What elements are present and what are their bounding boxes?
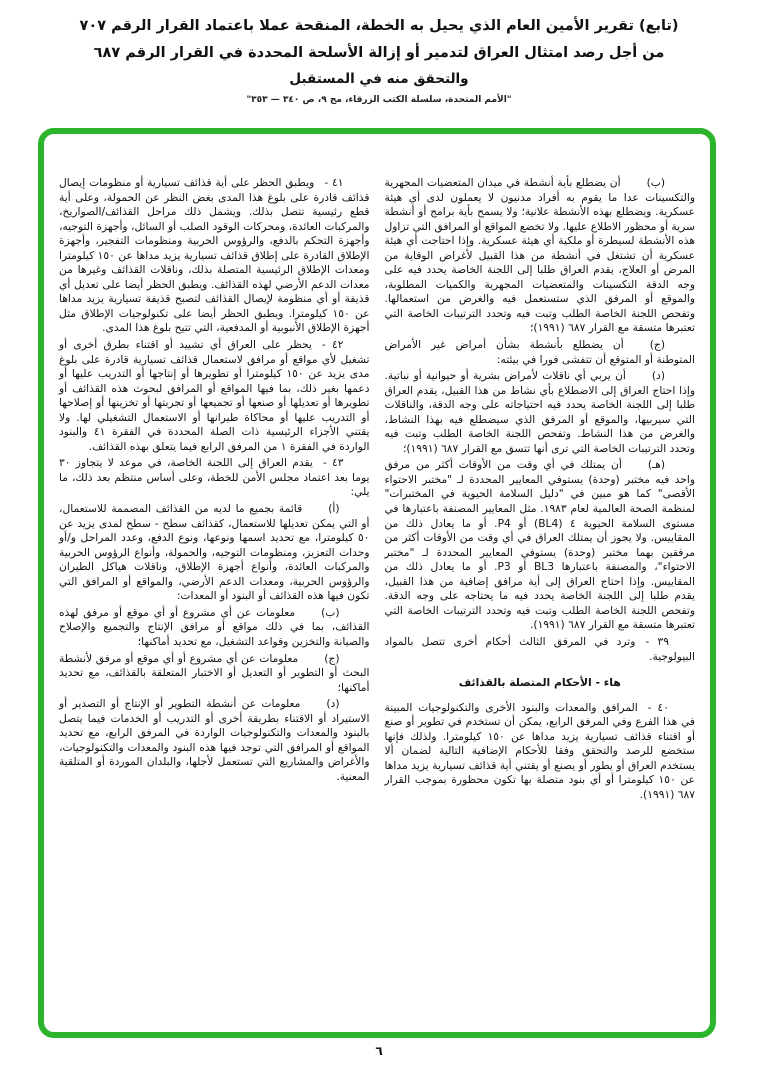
paragraph-label: ٤٣ - [322, 456, 344, 470]
lettered-subparagraph [385, 458, 696, 633]
lettered-subparagraph [59, 606, 370, 650]
paragraph-text: وترد في المرفق الثالث أحكام أخرى تتصل بالمواد البيولوجية. [384, 634, 695, 663]
paragraph-label: (ب) [646, 176, 665, 189]
paragraph-text: أن يضطلع بأية أنشطة في ميدان المتعضيات المجهرية والتكسينات عدا ما يقوم به أفراد مدنيون لا يعملون لدى أي هيئة عسكرية. ويضطلع بهذه الأنشطة علانية؛ ولا يسمح بأية برامج أو أنشطة سرية أو محظور الاطلاع عليها. ولا تخضع المواقع أو المرافق التي تزاول هذه الأنشطة لسيطرة أو ملكية أي هيئة عسكرية. وإذا احتاجت أي هيئة عسكرية أن تشتغل في أنشطة من هذا القبيل لأغراض الوقاية من المرض أو العلاج، يقدم العراق طلبا إلى اللجنة الخاصة يحدد فيه على وجه الدقة التكسينات والمتعضيات المجهرية والكميات المطلوبة، والموقع أو المرفق الذي ستستعمل فيه والغرض من استعمالها. وتفحص اللجنة الخاصة الطلب وتبت فيه وتحدد الترتيبات الخاصة التي تعتبرها متسقة مع القرار ٦٨٧ (١٩٩١)؛ [384, 176, 695, 335]
paragraph-text: قائمة بجميع ما لديه من القذائف المصممة للاستعمال، أو التي يمكن تعديلها للاستعمال، كقذائف سطح - سطح لمدى يزيد عن ٥٠ كيلومترا، مع تحديد اسمها ونوعها، ونوع الدفع، وعدد المراحل و/أو وحدات التعزيز، ومنظومات التوجيه، والحمولة، وأنواع الرؤوس الحربية والمركبات العائدة، وأنواع أجهزة الإطلاق، وناقلات هياكل الطيران والرؤوس الحربية، ومعدات الدعم الأرضي، والمواقع أو المرافق التي تكون فيها هذه القذائف أو البنود أو المعدات: [59, 502, 370, 603]
paragraph-text: معلومات عن أنشطة التطوير أو الإنتاج أو التصدير أو الاستيراد أو الاقتناء بطريقة أخرى أو التدريب أو الخدمات فيما يتصل بالبنود والمعدات والتكنولوجيات الواردة في المرفق الرابع، مع تحديد المواقع أو المرافق التي توجد فيها هذه البنود والمعدات والتكنولوجيات، والأغراض والمشاريع التي تستعمل لأجلها، والبلدان الموردة أو المتلقية المعنية. [59, 697, 370, 783]
paragraph-text: يقدم العراق إلى اللجنة الخاصة، في موعد لا يتجاوز ٣٠ يوما بعد اعتماد مجلس الأمن للخطة، وعلى أساس منتظم بعد ذلك، ما يلي: [59, 456, 370, 499]
paragraph-text: معلومات عن أي مشروع أو أي موقع أو مرفق لأنشطة البحث أو التطوير أو التعديل أو الاختبار المتعلقة بالقذائف، مع تحديد أماكنها؛ [59, 651, 370, 694]
lettered-subparagraph [59, 697, 370, 784]
column-left [59, 174, 370, 804]
paragraph-label: (ج) [649, 338, 665, 352]
paragraph-text: أن يمتلك في أي وقت من الأوقات أكثر من مرفق واحد فيه مختبر (وحدة) يستوفي المعايير المحددة لـ "مختبر الاحتواء الأقصى" كما هو مبين في "دليل السلامة الحيوية في المختبرات" لمنظمة الصحة العالمية لعام ١٩٨٣. مثل المعايير المصنفة باعتبارها في مستوى السلامة الحيوية ٤ (BL4) أو P4. أو ما يعادل ذلك من المقاييس. ولا يجوز أن يمتلك العراق في أي وقت من الأوقات أكثر من مرفقين بهما مختبر (وحدة) يستوفي المعايير المحددة لـ "مختبر الاحتواء"، والمصنفة باعتبارها BL3 أو P3. أو ما يعادل ذلك من المقاييس. وإذا احتاج العراق إلى أية مرافق إضافية من هذا القبيل، يقدم طلبا إلى اللجنة الخاصة يحدد فيه ما يحتاجه على وجه الدقة. وتفحص اللجنة الخاصة الطلب وتبت فيه وتحدد الترتيبات الخاصة التي تعتبرها متسقة مع القرار ٦٨٧ (١٩٩١). [384, 458, 695, 632]
lettered-subparagraph [385, 338, 696, 367]
paragraph-text: أن يربي أي ناقلات لأمراض بشرية أو حيوانية أو نباتية. وإذا احتاج العراق إلى الاضطلاع بأي نشاط من هذا القبيل، يقدم العراق طلبا إلى اللجنة الخاصة يحدد فيه احتياجاته على وجه الدقة، والناقلات التي سيربيها، والموقع أو المرفق الذي سيضطلع فيه بهذا النشاط، والغرض من هذا النشاط. وتفحص اللجنة الخاصة الطلب وتبت فيه وتحدد الترتيبات الخاصة التي ترى أنها تتسق مع القرار ٦٨٧ (١٩٩١)؛ [384, 369, 695, 455]
lettered-subparagraph [385, 369, 696, 456]
numbered-paragraph [59, 456, 370, 500]
document-green-frame [38, 128, 716, 1038]
lettered-subparagraph [385, 176, 696, 336]
paragraph-text: معلومات عن أي مشروع أو أي موقع أو مرفق لهذه القذائف، بما في ذلك مواقع أو مرافق الإنتاج والتجميع والإصلاح والصيانة والتخزين وقواعد التشغيل، مع تحديد أماكنها؛ [59, 605, 370, 648]
paragraph-label: (هـ) [647, 458, 665, 472]
paragraph-text: ويطبق الحظر على أية قذائف تسيارية أو منظومات إيصال قذائف قادرة على بلوغ هذا المدى بغض النظر عن الحمولة، وعلى أية قطع رئيسية تتصل بذلك. ويشمل ذلك مراحل القذائف/الصواريخ، والمركبات العائدة، ومحركات الوقود الصلب أو السائل، وأجهزة التوجيه، وأجهزة التحكم بالدفع، والرؤوس الحربية ومنظومات التفجير، وأجهزة الإطلاق القادرة على إطلاق قذائف تسيارية يزيد مداها عن ١٥٠ كيلومترا ومعدات الإطلاق الرئيسية المتصلة بذلك، وناقلات القذائف وغيرها من معدات الدعم الأرضي لهذه القذائف. ويطبق الحظر أيضا على تعديل أي قذيفة أو أي منظومة لإيصال القذائف لتصبح قذيفة تسيارية يزيد مداها عن ١٥٠ كيلومترا. ويطبق الحظر أيضا على تكنولوجيات الإطلاق مثل أجهزة الإطلاق الأنبوبية أو المدفعية، التي تتيح بلوغ هذا المدى. [59, 176, 370, 335]
paragraph-label: ٤١ - [324, 176, 344, 189]
paragraph-label: (د) [651, 369, 665, 383]
numbered-paragraph [385, 701, 696, 803]
paragraph-label: ٤٠ - [647, 700, 669, 714]
paragraph-text: أن يضطلع بأنشطة بشأن أمراض غير الأمراض المتوطنة أو المتوقع أن تتفشى فورا في بيئته: [384, 338, 695, 366]
numbered-paragraph [59, 176, 370, 336]
numbered-paragraph [385, 635, 696, 664]
header-source-citation: "الأمم المتحدة، سلسلة الكتب الزرقاء، مج ٩، ص ٣٤٠ — ٣٥٣" [246, 95, 512, 105]
document-header [0, 0, 758, 109]
numbered-paragraph [59, 338, 370, 454]
lettered-subparagraph [59, 502, 370, 604]
header-title-line-1: (تابع) تقرير الأمين العام الذي يحيل به الخطة، المنقحة عملا باعتماد القرار الرقم ٧٠٧ [79, 18, 679, 34]
page-number: ٦ [375, 1044, 383, 1058]
paragraph-label: (ب) [321, 605, 340, 619]
column-right [385, 174, 696, 804]
paragraph-label: (أ) [328, 502, 340, 516]
paragraph-label: ٣٩ - [645, 634, 669, 648]
header-title-line-3: والتحقق منه في المستقبل [289, 71, 469, 87]
paragraph-label: ٤٢ - [321, 338, 344, 352]
paragraph-text: المرافق والمعدات والبنود الأخرى والتكنولوجيات المبينة في هذا الفرع وفي المرفق الرابع، يمكن أن تستخدم في تطوير أو صنع أو اقتناء قذائف تسيارية يزيد مداها عن ١٥٠ كيلومترا. ولذلك فإنها ستخضع للرصد والتحقق وفقا للأحكام الإضافية التالية لضمان ألا يستخدم العراق أو يطور أو يصنع أو يقتني أية قذائف تسيارية يزيد مداها عن ١٥٠ كيلومترا أو أي بنود متصلة بها تكون محظورة بموجب القرار ٦٨٧ (١٩٩١). [384, 700, 696, 801]
header-title-line-2: من أجل رصد امتثال العراق لتدمير أو إزالة الأسلحة المحددة في القرار الرقم ٦٨٧ [93, 45, 665, 61]
lettered-subparagraph [59, 652, 370, 696]
paragraph-text: يحظر على العراق أي تشييد أو اقتناء بطرق أخرى أو تشغيل لأي مواقع أو مرافق لاستعمال قذائف تسيارية قادرة على بلوغ مدى يزيد عن ١٥٠ كيلومترا أو تطويرها أو إنتاجها أو التدريب عليها أو دعمها بغير ذلك، بما فيها المواقع أو المرافق لبحوث هذه القذائف أو تطويرها أو تعديلها أو صنعها أو تجميعها أو تجربتها أو تخزينها أو إصلاحها أو التدريب عليها أو محاكاة طيرانها أو الاستعمال التشغيلي لها. ولا يقتني الأجزاء الرئيسية ذات الصلة المحددة في الفقرة ٤١ والبنود الواردة في الفقرة ١ من المرفق الرابع فيما يتعلق بهذه القذائف. [59, 338, 370, 453]
section-heading: هاء - الأحكام المتصلة بالقذائف [458, 676, 621, 690]
two-column-text-area [44, 134, 710, 804]
paragraph-label: (ج) [324, 651, 340, 665]
paragraph-label: (د) [326, 697, 340, 711]
